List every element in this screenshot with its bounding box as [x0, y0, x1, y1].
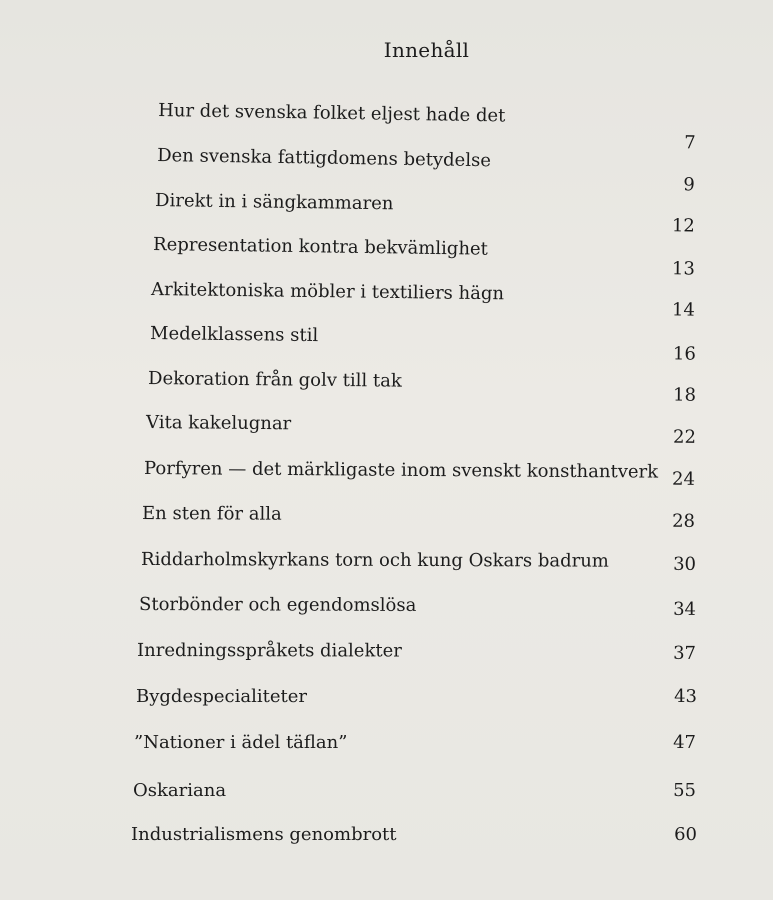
- toc-entry-page: 30: [673, 553, 697, 575]
- toc-entry-title: Vita kakelugnar: [145, 412, 292, 435]
- toc-entry-title: Arkitektoniska möbler i textiliers hägn: [150, 279, 505, 305]
- toc-entry-title: Inredningsspråkets dialekter: [136, 640, 402, 662]
- toc-entry-title: Medelklassens stil: [149, 323, 319, 347]
- toc-entry-page: 43: [674, 686, 697, 707]
- toc-entry-title: Hur det svenska folket eljest hade det: [157, 100, 506, 127]
- toc-entry-page: 13: [671, 258, 695, 280]
- toc-entry-page: 12: [671, 215, 695, 237]
- toc-entry-title: Porfyren — det märkligaste inom svenskt konsthantverk: [143, 458, 659, 483]
- toc-entry-title: Representation kontra bekvämlighet: [152, 234, 489, 260]
- toc-entry-page: 7: [684, 132, 696, 154]
- toc-entry-page: 9: [683, 174, 695, 196]
- toc-entry-title: Bygdespecialiteter: [136, 686, 307, 707]
- toc-entry-title: ”Nationer i ädel täflan”: [134, 732, 348, 753]
- toc-entry-page: 24: [672, 468, 696, 490]
- toc-entry: [154, 190, 695, 237]
- toc-entry: [152, 234, 695, 280]
- toc-entry-title: Den svenska fattigdomens betydelse: [156, 145, 492, 172]
- toc-entry-title: Storbönder och egendomslösa: [138, 594, 417, 616]
- toc-entry-page: 28: [672, 510, 696, 532]
- page-title: Innehåll: [383, 38, 470, 62]
- toc-entry-title: En sten för alla: [141, 503, 282, 525]
- toc-entry-title: Oskariana: [133, 780, 227, 801]
- toc-entry-title: Direkt in i sängkammaren: [154, 190, 394, 215]
- toc-entry-title: Industrialismens genombrott: [131, 824, 397, 845]
- toc-entry-page: 47: [673, 732, 696, 753]
- toc-entry-page: 22: [672, 426, 697, 448]
- toc-entry-page: 55: [673, 780, 696, 801]
- toc-entry-title: Dekoration från golv till tak: [147, 368, 402, 392]
- toc-entry: [157, 100, 696, 154]
- toc-entry-title: Riddarholmskyrkans torn och kung Oskars badrum: [140, 549, 609, 572]
- toc-entry-page: 37: [673, 642, 697, 664]
- toc-entry-page: 16: [672, 343, 697, 365]
- toc-entry: [156, 145, 695, 196]
- toc-entry-page: 60: [674, 824, 697, 845]
- toc-entry-page: 18: [672, 384, 697, 406]
- toc-entry-page: 34: [673, 598, 697, 620]
- toc-entry-page: 14: [671, 299, 696, 321]
